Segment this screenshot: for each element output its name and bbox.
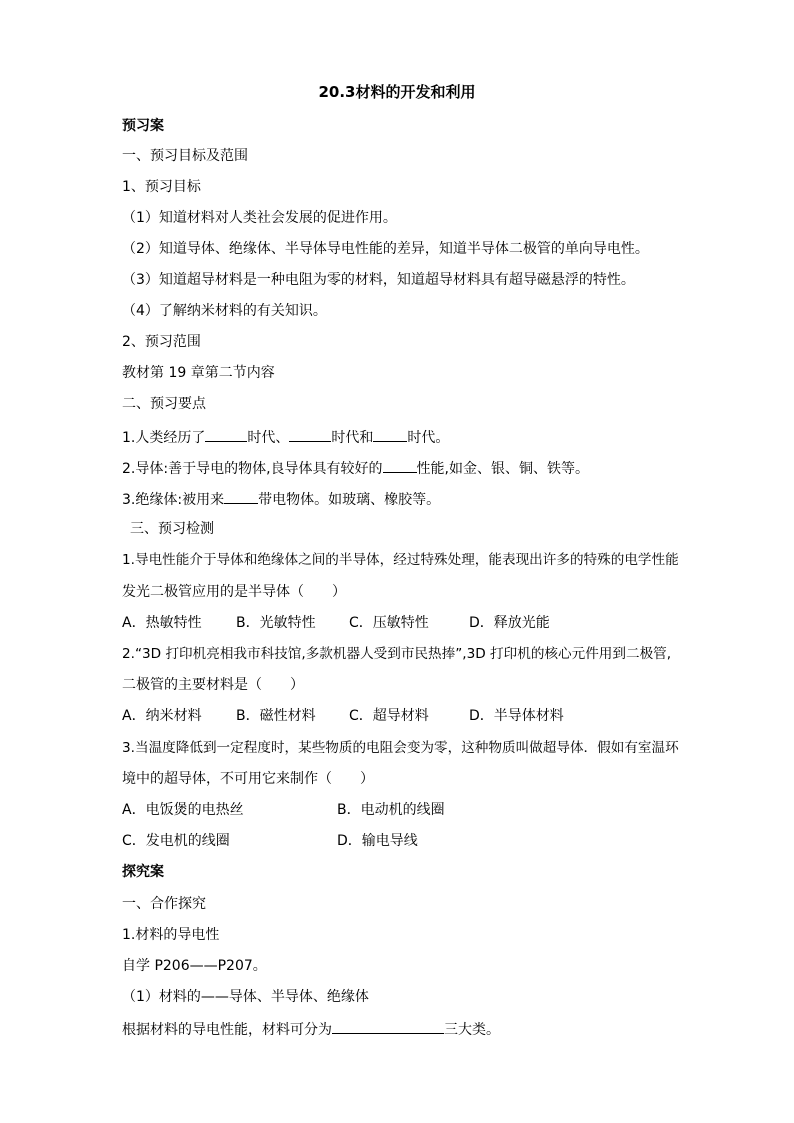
question-1-line-2: 发光二极管应用的是半导体（ ） (122, 584, 346, 600)
heading-material-conductivity: 1.材料的导电性 (122, 927, 220, 943)
goal-item-1: （1）知道材料对人类社会发展的促进作用。 (122, 210, 397, 226)
point-1 (122, 427, 449, 447)
point-2-text-a: 2.导体:善于导电的物体,良导体具有较好的 (122, 461, 383, 477)
question-1-option-d: D．释放光能 (469, 615, 550, 631)
fill-blank[interactable] (332, 1019, 444, 1034)
question-2-line-2: 二极管的主要材料是（ ） (122, 677, 304, 693)
question-1-line-1: 1.导电性能介于导体和绝缘体之间的半导体，经过特殊处理，能表现出许多的特殊的电学性能 (122, 552, 679, 568)
heading-preview-check: 三、预习检测 (130, 521, 214, 537)
question-3-option-a: A．电饭煲的电热丝 (122, 802, 244, 818)
fill-blank[interactable] (289, 427, 331, 442)
section-explore-case: 探究案 (122, 864, 164, 880)
point-2 (122, 458, 589, 478)
classification-text-b: 三大类。 (444, 1022, 500, 1038)
question-1-option-a: A．热敏特性 (122, 615, 202, 631)
point-1-text-d: 时代。 (407, 430, 450, 446)
question-2-option-d: D．半导体材料 (469, 708, 564, 724)
heading-preview-goals: 1、预习目标 (122, 179, 201, 195)
point-3-text-a: 3.绝缘体:被用来 (122, 492, 225, 508)
question-3-option-d: D．输电导线 (337, 833, 418, 849)
goal-item-2: （2）知道导体、绝缘体、半导体导电性能的差异，知道半导体二极管的单向导电性。 (122, 241, 649, 257)
heading-cooperative-inquiry: 一、合作探究 (122, 896, 206, 912)
fill-blank[interactable] (373, 427, 407, 442)
question-3-option-c: C．发电机的线圈 (122, 833, 230, 849)
goal-item-3: （3）知道超导材料是一种电阻为零的材料，知道超导材料具有超导磁悬浮的特性。 (122, 272, 635, 288)
goal-item-4: （4）了解纳米材料的有关知识。 (122, 303, 327, 319)
point-1-text-c: 时代和 (331, 430, 374, 446)
material-types-line: （1）材料的——导体、半导体、绝缘体 (122, 989, 369, 1005)
self-study-pages: 自学 P206——P207。 (122, 958, 267, 974)
classification-text-a: 根据材料的导电性能，材料可分为 (122, 1022, 332, 1038)
preview-scope-text: 教材第 19 章第二节内容 (122, 365, 275, 381)
question-3-option-b: B．电动机的线圈 (337, 802, 445, 818)
question-3-line-1: 3.当温度降低到一定程度时，某些物质的电阻会变为零，这种物质叫做超导体．假如有室温环 (122, 740, 679, 756)
heading-preview-scope: 2、预习范围 (122, 334, 201, 350)
section-preview-case: 预习案 (122, 118, 164, 134)
fill-blank[interactable] (224, 489, 258, 504)
point-2-text-b: 性能,如金、银、铜、铁等。 (416, 461, 589, 477)
point-3 (122, 489, 440, 509)
question-1-option-c: C．压敏特性 (349, 615, 429, 631)
fill-blank[interactable] (205, 427, 247, 442)
heading-preview-goals-scope: 一、预习目标及范围 (122, 148, 248, 164)
point-1-text-b: 时代、 (247, 430, 290, 446)
question-1-option-b: B．光敏特性 (236, 615, 316, 631)
point-1-text-a: 1.人类经历了 (122, 430, 206, 446)
question-2-option-c: C．超导材料 (349, 708, 429, 724)
point-3-text-b: 带电物体。如玻璃、橡胶等。 (258, 492, 441, 508)
question-2-line-1: 2.“3D 打印机亮相我市科技馆,多款机器人受到市民热捧”,3D 打印机的核心元件用到二极管, (122, 646, 672, 662)
document-title: 20.3材料的开发和利用 (318, 83, 476, 101)
question-2-option-a: A．纳米材料 (122, 708, 202, 724)
classification-line (122, 1019, 500, 1039)
question-2-option-b: B．磁性材料 (236, 708, 316, 724)
question-3-line-2: 境中的超导体，不可用它来制作（ ） (122, 771, 374, 787)
heading-preview-points: 二、预习要点 (122, 396, 206, 412)
fill-blank[interactable] (383, 458, 417, 473)
